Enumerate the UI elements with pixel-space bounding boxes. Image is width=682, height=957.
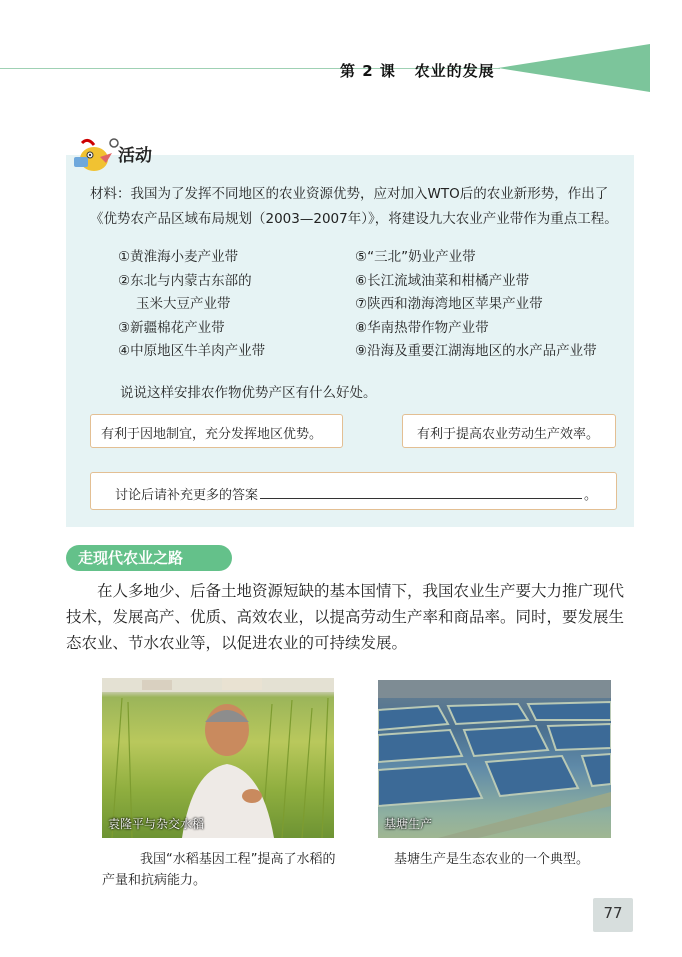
lesson-title xyxy=(340,60,495,81)
pond-photo-caption: 基塘生产是生态农业的一个典型。 xyxy=(394,852,590,867)
answer-box-2: 有利于提高农业劳动生产效率。 xyxy=(402,414,616,448)
answer-3-suffix: 。 xyxy=(584,488,598,503)
belt-item: ③新疆棉花产业带 xyxy=(118,319,225,336)
belt-item: 玉米大豆产业带 xyxy=(136,296,231,312)
belt-item: ⑨沿海及重要江湖海地区的水产品产业带 xyxy=(355,343,597,359)
belt-item: ④中原地区牛羊肉产业带 xyxy=(118,343,266,359)
activity-title: 活动 xyxy=(118,146,152,166)
answer-box-3 xyxy=(90,472,617,510)
rice-field-photo xyxy=(102,678,334,838)
belts-left-column xyxy=(118,246,265,364)
rice-photo-label: 袁隆平与杂交水稻 xyxy=(108,817,205,831)
section-title: 走现代农业之路 xyxy=(66,545,232,571)
belt-item: ①黄淮海小麦产业带 xyxy=(118,249,239,265)
lesson-number: 第 2 课 xyxy=(340,62,396,80)
answer-3-prompt: 讨论后请补充更多的答案 xyxy=(115,488,259,503)
header-triangle-decoration xyxy=(498,44,650,92)
pond-photo-label: 基塘生产 xyxy=(384,817,433,831)
belt-item: ⑥长江流域油菜和柑橘产业带 xyxy=(355,272,530,289)
page-number-tab xyxy=(593,898,633,932)
material-paragraph: 材料：我国为了发挥不同地区的农业资源优势，应对加入WTO后的农业新形势，作出了《优势农产品区域布局规划（2003—2007年）》，将建设九大农业产业带作为重点工程。 xyxy=(90,186,618,227)
fish-pond-photo xyxy=(378,680,611,838)
mascot-icon xyxy=(70,135,120,175)
answer-box-1: 有利于因地制宜，充分发挥地区优势。 xyxy=(90,414,343,448)
belts-right-column xyxy=(355,246,597,364)
lesson-name: 农业的发展 xyxy=(414,62,495,80)
rice-photo-caption: 我国“水稻基因工程”提高了水稻的产量和抗病能力。 xyxy=(102,852,336,888)
belt-item: ⑦陕西和渤海湾地区苹果产业带 xyxy=(355,296,543,312)
belt-item: ②东北与内蒙古东部的 xyxy=(118,272,252,289)
belt-item: ⑤“三北”奶业产业带 xyxy=(355,249,476,265)
answer-blank-line xyxy=(260,486,582,499)
section-body: 在人多地少、后备土地资源短缺的基本国情下，我国农业生产要大力推广现代技术，发展高产、优质、高效农业，以提高劳动生产率和商品率。同时，要发展生态农业、节水农业等，以促进农业的可持续发展。 xyxy=(66,582,625,652)
belt-item: ⑧华南热带作物产业带 xyxy=(355,319,489,336)
discussion-question: 说说这样安排农作物优势产区有什么好处。 xyxy=(120,385,377,401)
page-number: 77 xyxy=(603,904,623,922)
rice-scene-illustration xyxy=(102,678,334,838)
